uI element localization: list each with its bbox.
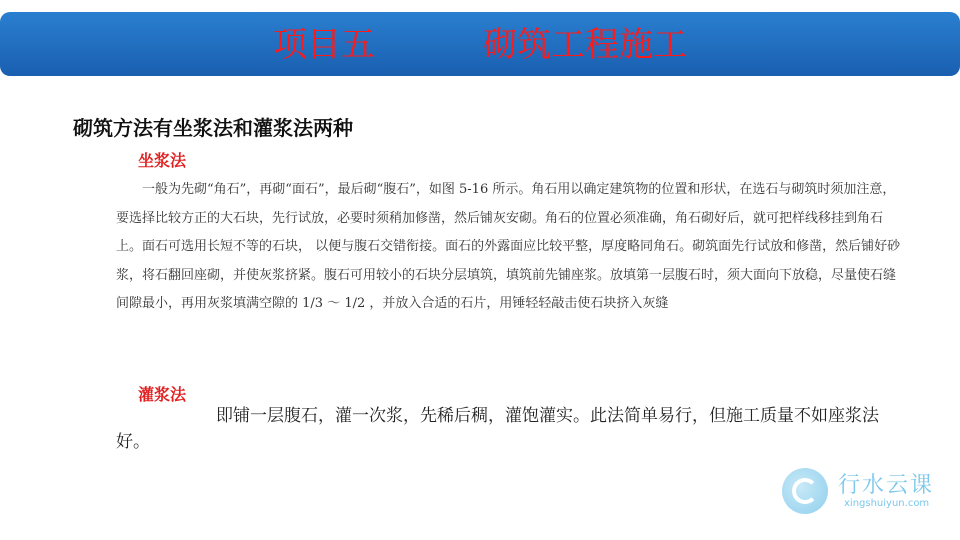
brand-name: 行水云课 [838, 473, 935, 498]
method-description-guanjiang: 即铺一层腹石，灌一次浆，先稀后稠，灌饱灌实。此法简单易行，但施工质量不如座浆法好。 [116, 406, 879, 452]
brand-url: xingshuiyun.com [844, 498, 930, 509]
method-title-guanjiang: 灌浆法 [138, 385, 187, 404]
section-heading: 砌筑方法有坐浆法和灌浆法两种 [73, 116, 353, 140]
page-title: 项目五 砌筑工程施工 [272, 25, 688, 65]
brand-logo [782, 468, 952, 518]
method-title-zuojiang: 坐浆法 [138, 151, 187, 170]
method-description-zuojiang: 一般为先砌“角石”，再砌“面石”，最后砌“腹石”，如图 5-16 所示。角石用以确定建筑物的位置和形状，在选石与砌筑时须加注意，要选择比较方正的大石块，先行试放，必要时须稍加修凿，然后铺灰安砌。角石的位置必须准确，角石砌好后，就可把样线移挂到角石上。面石可选用长短不等的石块， 以便与腹石交错衔接。面石的外露面应比较平整，厚度略同角石。砌筑面先行试放和修凿，然后铺好砂浆，将石翻回座砌，并使灰浆挤紧。腹石可用较小的石块分层填筑，填筑前先铺座浆。放填第一层腹石时，须大面向下放稳，尽量使石缝间隙最小，再用灰浆填满空隙的 1/3 ～ 1/2 ，并放入合适的石片，用锤轻轻敲击使石块挤入灰缝 [116, 182, 901, 311]
wave-logo-icon [782, 468, 828, 514]
